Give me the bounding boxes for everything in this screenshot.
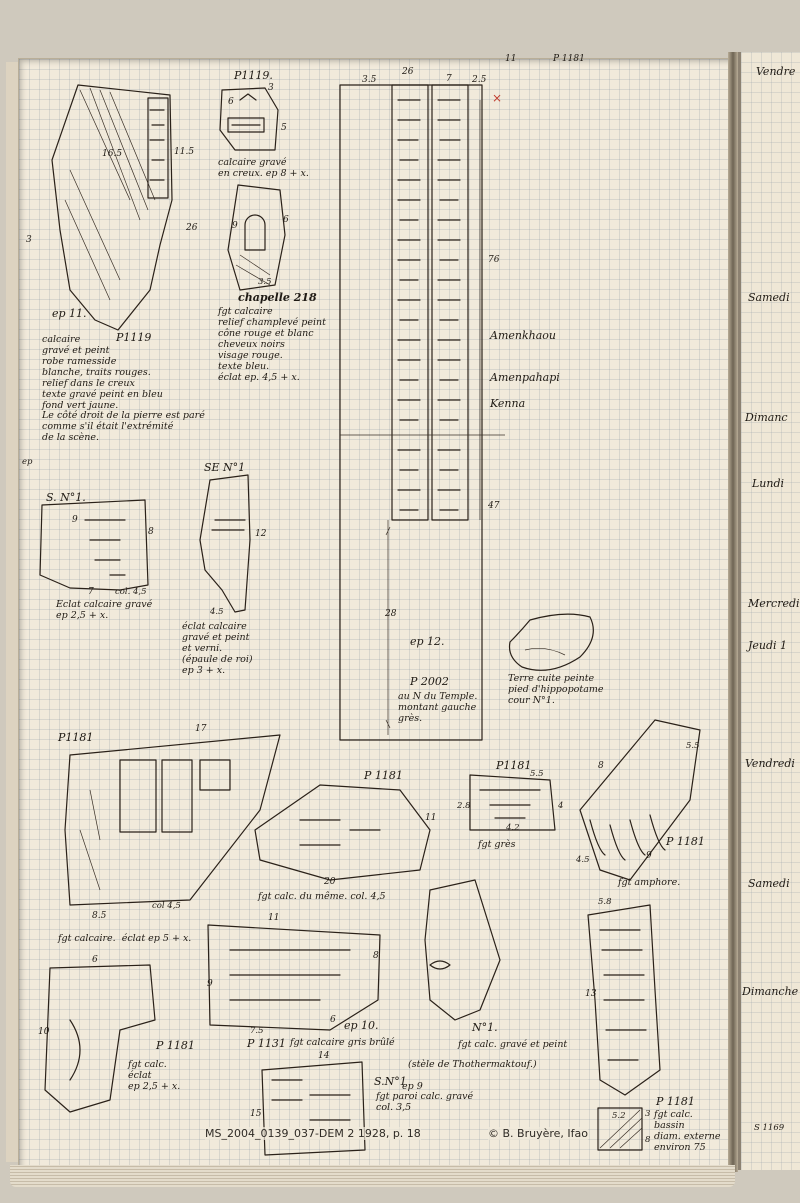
p1119-top-n6: 6 xyxy=(228,97,234,107)
p1131-ep9: ep 9 xyxy=(402,1081,423,1092)
s-n1-b-n15: 15 xyxy=(250,1109,262,1119)
day-samedi-1: Samedi xyxy=(748,291,790,304)
n1-head-note: (stèle de Thothermaktouf.) xyxy=(408,1059,537,1070)
column-frag-n5-8: 5.8 xyxy=(598,897,612,907)
p1181-e-n6: 6 xyxy=(92,955,98,965)
stele-dim-2-5: 2.5 xyxy=(472,75,487,85)
p1181-c-n2-8: 2.8 xyxy=(457,801,471,811)
column-frag-n13: 13 xyxy=(585,989,597,999)
s-n1-n8: 8 xyxy=(148,527,154,537)
p1181-c-desc: fgt grès xyxy=(478,839,516,850)
right-page-ref: S 1169 xyxy=(754,1123,785,1133)
se-n1-id: SE N°1 xyxy=(204,461,246,474)
p1181-d-n5-5: 5.5 xyxy=(686,741,700,751)
p1119-id: P1119 xyxy=(116,331,152,344)
name-kenna: Kenna xyxy=(490,397,526,410)
stele-dim-7: 7 xyxy=(446,74,452,84)
name-amenkhaou: Amenkhaou xyxy=(490,329,556,342)
p1181-e-desc: fgt calc. éclat ep 2,5 + x. xyxy=(128,1059,181,1092)
stele-dim-3-5: 3.5 xyxy=(362,75,377,85)
p1131-n7-5: 7.5 xyxy=(250,1026,264,1036)
p1119-dim-16-5: 16.5 xyxy=(102,149,123,159)
sketch-s-n1 xyxy=(40,500,148,590)
p1181-c-n4-2: 4.2 xyxy=(506,823,520,833)
top-mark-p1181: P 1181 xyxy=(553,54,585,64)
p1181-a-id: P1181 xyxy=(58,731,94,744)
bassin-desc: fgt calc. bassin diam. externe environ 75 xyxy=(654,1109,721,1153)
catalog-caption: MS_2004_0139_037-DEM 2 1928, p. 18 xyxy=(205,1127,421,1140)
bassin-id: P 1181 xyxy=(656,1095,695,1108)
sketch-head-n1 xyxy=(425,880,500,1020)
day-vendredi-2: Vendredi xyxy=(745,757,795,770)
sketch-chapelle-218 xyxy=(228,185,285,290)
s-n1-id: S. N°1. xyxy=(46,491,86,504)
sketch-p1181-d xyxy=(580,720,700,880)
terre-cuite-desc: Terre cuite peinte pied d'hippopotame cour N°1. xyxy=(508,673,604,706)
p1181-b-n20: 20 xyxy=(324,877,336,887)
p1181-d-desc: fgt amphore. xyxy=(618,877,681,888)
p1131-n8: 8 xyxy=(373,951,379,961)
p1131-n6: 6 xyxy=(330,1015,336,1025)
p1181-d-n4-5: 4.5 xyxy=(576,855,590,865)
stele-desc: au N du Temple. montant gauche grès. xyxy=(398,691,478,724)
s-n1-n9: 9 xyxy=(72,515,78,525)
day-lundi: Lundi xyxy=(752,477,785,490)
p1119-top-n5: 5 xyxy=(281,123,287,133)
margin-mark-3: 3 xyxy=(26,235,32,245)
p1181-b-desc: fgt calc. du même. col. 4,5 xyxy=(258,891,386,902)
copyright-notice: © B. Bruyère, Ifao xyxy=(488,1127,588,1140)
day-samedi-2: Samedi xyxy=(748,877,790,890)
p1131-n9: 9 xyxy=(207,979,213,989)
chapelle-n9: 9 xyxy=(232,221,238,231)
s-n1-b-id: S.N°1 xyxy=(374,1075,407,1088)
top-mark-11: 11 xyxy=(505,54,517,64)
p1181-a-n17: 17 xyxy=(195,724,207,734)
p1131-n11: 11 xyxy=(268,913,280,923)
chapelle-n6: 6 xyxy=(283,215,289,225)
sketch-p1119-main xyxy=(52,85,172,330)
stele-dim-26: 26 xyxy=(402,67,414,77)
p1181-d-n8: 8 xyxy=(598,761,604,771)
s-n1-n7: 7 xyxy=(88,587,94,597)
s-n1-b-desc: fgt paroi calc. gravé col. 3,5 xyxy=(376,1091,474,1113)
sketch-s-n1-b xyxy=(262,1062,365,1155)
day-vendredi-1: Vendre xyxy=(756,65,796,78)
sketch-p1131 xyxy=(208,925,380,1030)
p1181-c-n5-5: 5.5 xyxy=(530,769,544,779)
p1131-ep: ep 10. xyxy=(344,1019,379,1032)
chapelle-desc: fgt calcaire relief champlevé peint cône rouge et blanc cheveux noirs visage rouge. texte bleu. éclat ep. 4,5 + x. xyxy=(218,306,326,383)
se-n1-n45: 4.5 xyxy=(210,607,224,617)
margin-mark-ep: ep xyxy=(22,457,33,467)
bassin-n8: 8 xyxy=(645,1135,651,1145)
p1119-top-n3: 3 xyxy=(268,83,274,93)
p1119-ep: ep 11. xyxy=(52,307,87,320)
p1181-c-n4: 4 xyxy=(558,801,564,811)
p1181-e-id: P 1181 xyxy=(156,1039,195,1052)
n1-head-id: N°1. xyxy=(472,1021,498,1034)
p1131-id: P 1131 xyxy=(247,1037,286,1050)
sketch-p1181-b xyxy=(255,785,430,880)
name-amenpahapi: Amenpahapi xyxy=(490,371,560,384)
stele-dim-28: 28 xyxy=(385,609,397,619)
p1181-e-n10: 10 xyxy=(38,1027,50,1037)
sketch-column-frag xyxy=(588,905,660,1095)
p1181-b-n11: 11 xyxy=(425,813,437,823)
p1181-c-id: P1181 xyxy=(496,759,532,772)
s-n1-b-n14: 14 xyxy=(318,1051,330,1061)
p1181-a-col: col 4,5 xyxy=(152,901,181,911)
s-n1-desc: Eclat calcaire gravé ep 2,5 + x. xyxy=(56,599,153,621)
s-n1-col: col. 4,5 xyxy=(115,587,147,597)
stele-ep: ep 12. xyxy=(410,635,445,648)
p1119-top-desc: calcaire gravé en creux. ep 8 + x. xyxy=(218,157,309,179)
bassin-n5-2: 5.2 xyxy=(612,1111,626,1121)
p1119-dim-11-5: 11.5 xyxy=(174,147,195,157)
p1181-a-n8-5: 8.5 xyxy=(92,911,107,921)
red-cross-mark: × xyxy=(492,91,503,105)
day-dimanche-2: Dimanche xyxy=(742,985,799,998)
chapelle-n35: 3.5 xyxy=(258,277,272,287)
day-mercredi: Mercredi xyxy=(748,597,800,610)
p1181-a-desc: fgt calcaire. éclat ep 5 + x. xyxy=(58,933,192,944)
day-jeudi: Jeudi 1 xyxy=(748,639,788,652)
chapelle-title: chapelle 218 xyxy=(238,291,317,304)
stele-dim-76: 76 xyxy=(488,255,500,265)
p1131-desc: fgt calcaire gris brûlé xyxy=(290,1037,395,1048)
stele-dim-47: 47 xyxy=(488,501,500,511)
p1119-dim-26: 26 xyxy=(186,223,198,233)
day-dimanche-1: Dimanc xyxy=(745,411,788,424)
p1181-d-id: P 1181 xyxy=(666,835,705,848)
p1181-b-id: P 1181 xyxy=(364,769,403,782)
sketch-p1181-c xyxy=(470,775,555,830)
n1-head-desc: fgt calc. gravé et peint xyxy=(458,1039,568,1050)
se-n1-desc: éclat calcaire gravé et peint et verni. (épaule de roi) ep 3 + x. xyxy=(182,621,253,676)
bassin-n3: 3 xyxy=(645,1109,651,1119)
se-n1-n12: 12 xyxy=(255,529,267,539)
sketch-terre-cuite xyxy=(510,614,594,670)
sketch-se-n1 xyxy=(200,475,250,612)
sketch-p1181-a xyxy=(65,735,280,905)
p1181-d-n9: 9 xyxy=(646,851,652,861)
p1119-desc: calcaire gravé et peint robe ramesside blanche, traits rouges. relief dans le creux texte gravé peint en bleu fond vert jaune. Le côté droit de la pierre est paré comme s'il était l'extrémité de la scène. xyxy=(42,334,205,444)
stele-id: P 2002 xyxy=(410,675,449,688)
p1119-top-id: P1119. xyxy=(234,69,273,82)
